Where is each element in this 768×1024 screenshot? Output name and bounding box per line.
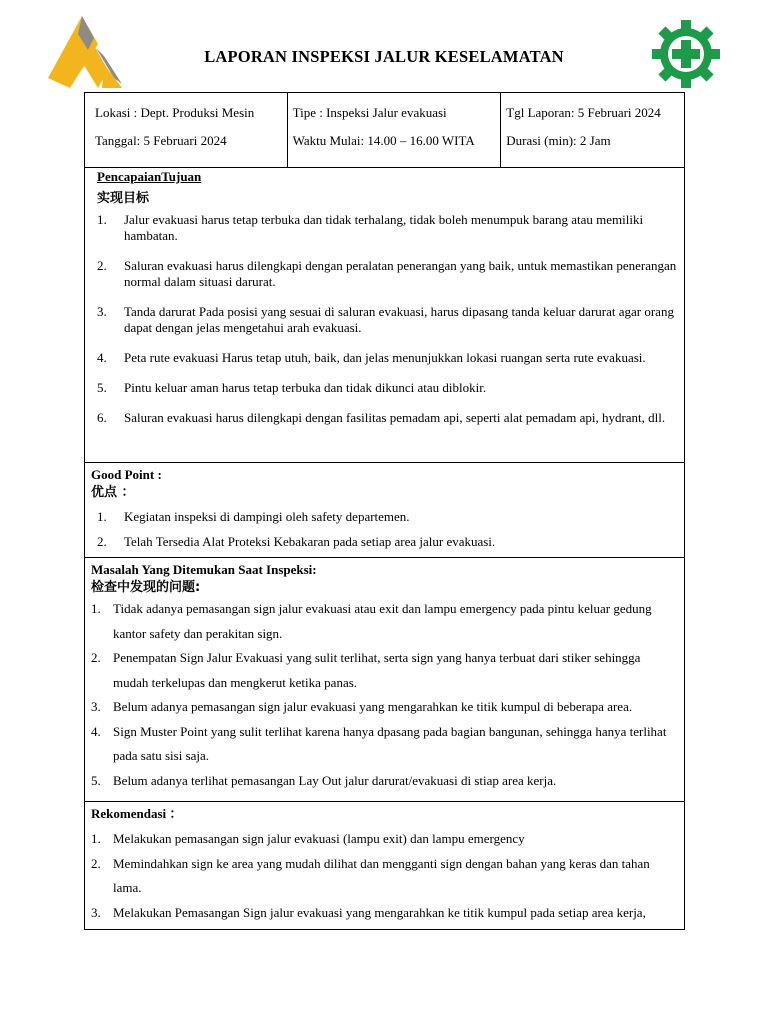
list-number: 1. bbox=[97, 212, 107, 227]
recommendation-row bbox=[85, 802, 685, 930]
list-item bbox=[97, 410, 678, 426]
list-text: Sign Muster Point yang sulit terlihat karena hanya dpasang pada bagian bangunan, sehingga hanya terlihat pada satu sisi saja. bbox=[113, 723, 667, 763]
list-text: Melakukan pemasangan sign jalur evakuasi (lampu exit) dan lampu emergency bbox=[113, 831, 525, 846]
list-text: Melakukan Pemasangan Sign jalur evakuasi yang mengarahkan ke titik kumpul pada setiap area kerja, bbox=[113, 904, 646, 920]
report-info-row bbox=[85, 93, 685, 168]
list-number: 6. bbox=[97, 410, 107, 425]
safety-cross-gear-icon bbox=[650, 20, 722, 88]
list-item bbox=[91, 901, 678, 926]
page-title: LAPORAN INSPEKSI JALUR KESELAMATAN bbox=[204, 47, 564, 66]
list-text: Belum adanya terlihat pemasangan Lay Out jalur darurat/evakuasi di stiap area kerja. bbox=[113, 772, 557, 788]
list-number: 5. bbox=[97, 380, 107, 395]
start-time-text: Waktu Mulai: 14.00 – 16.00 WITA bbox=[292, 133, 475, 148]
location-date-cell bbox=[85, 93, 288, 168]
issues-title: Masalah Yang Ditemukan Saat Inspeksi: bbox=[91, 562, 317, 577]
list-text: Kegiatan inspeksi di dampingi oleh safety departemen. bbox=[124, 509, 410, 524]
goals-row bbox=[85, 168, 685, 463]
list-number: 2. bbox=[91, 650, 101, 665]
list-number: 1. bbox=[97, 509, 107, 524]
list-item bbox=[91, 720, 678, 769]
list-text: Telah Tersedia Alat Proteksi Kebakaran pada setiap area jalur evakuasi. bbox=[124, 534, 496, 549]
list-text: Tanda darurat Pada posisi yang sesuai di saluran evakuasi, harus dipasang tanda keluar darurat agar orang dapat dengan jelas mengetahui arah evakuasi. bbox=[124, 304, 674, 335]
issues-list bbox=[91, 597, 678, 793]
list-item bbox=[91, 533, 678, 550]
list-text: Pintu keluar aman harus tetap terbuka dan tidak dikunci atau diblokir. bbox=[124, 380, 487, 395]
recommendation-section bbox=[85, 802, 685, 930]
list-number: 2. bbox=[91, 855, 101, 871]
recommendation-list bbox=[91, 827, 678, 925]
date-text: Tanggal: 5 Februari 2024 bbox=[95, 133, 227, 148]
list-item bbox=[97, 212, 678, 244]
recommendation-title: Rekomendasi ： bbox=[91, 806, 183, 821]
issues-title-cn: 检查中发现的问题: bbox=[91, 580, 201, 595]
goals-section bbox=[85, 168, 685, 463]
inspection-report-table bbox=[84, 92, 685, 930]
list-number: 2. bbox=[97, 258, 107, 273]
list-number: 5. bbox=[91, 772, 101, 788]
list-item bbox=[97, 380, 678, 396]
list-item bbox=[91, 695, 678, 720]
good-point-list bbox=[91, 508, 678, 550]
list-item bbox=[91, 852, 678, 901]
report-date-text: Tgl Laporan: 5 Februari 2024 bbox=[506, 105, 661, 120]
list-number: 4. bbox=[91, 723, 101, 739]
list-item bbox=[91, 508, 678, 525]
list-text: Peta rute evakuasi Harus tetap utuh, baik, dan jelas menunjukkan lokasi ruangan serta rute evakuasi. bbox=[124, 350, 646, 365]
issues-section bbox=[85, 558, 685, 802]
list-item bbox=[91, 769, 678, 794]
list-number: 3. bbox=[97, 304, 107, 319]
report-date-duration-cell bbox=[501, 93, 685, 168]
list-item bbox=[91, 827, 678, 852]
list-item bbox=[97, 350, 678, 366]
good-point-title-cn: 优点 ： bbox=[91, 485, 135, 500]
type-text: Tipe : Inspeksi Jalur evakuasi bbox=[292, 105, 447, 120]
list-item bbox=[97, 304, 678, 336]
goals-title: PencapaianTujuan bbox=[97, 169, 202, 184]
list-number: 3. bbox=[91, 904, 101, 920]
list-number: 2. bbox=[97, 534, 107, 549]
list-text: Saluran evakuasi harus dilengkapi dengan peralatan penerangan yang baik, untuk memastikan penerangan normal dalam situasi darurat. bbox=[124, 258, 677, 289]
type-time-cell bbox=[287, 93, 501, 168]
duration-text: Durasi (min): 2 Jam bbox=[506, 133, 611, 148]
good-point-section bbox=[85, 463, 685, 558]
list-text: Belum adanya pemasangan sign jalur evakuasi yang mengarahkan ke titik kumpul di beberapa area. bbox=[113, 699, 633, 714]
goals-list bbox=[97, 212, 678, 426]
list-text: Memindahkan sign ke area yang mudah dilihat dan mengganti sign dengan bahan yang keras dan tahan lama. bbox=[113, 855, 650, 895]
good-point-row bbox=[85, 463, 685, 558]
goals-title-cn: 实现目标 bbox=[97, 191, 150, 206]
list-item bbox=[91, 597, 678, 646]
list-item bbox=[91, 646, 678, 695]
list-text: Saluran evakuasi harus dilengkapi dengan fasilitas pemadam api, seperti alat pemadam api, hydrant, dll. bbox=[124, 410, 666, 425]
list-number: 3. bbox=[91, 699, 101, 714]
list-text: Tidak adanya pemasangan sign jalur evakuasi atau exit dan lampu emergency pada pintu keluar gedung kantor safety dan perakitan sign. bbox=[113, 601, 652, 641]
list-item bbox=[97, 258, 678, 290]
list-number: 1. bbox=[91, 831, 101, 846]
list-text: Penempatan Sign Jalur Evakuasi yang sulit terlihat, serta sign yang hanya terbuat dari stiker sehingga mudah terkelupas dan mengkerut ketika panas. bbox=[113, 650, 641, 690]
list-number: 4. bbox=[97, 350, 107, 365]
location-text: Lokasi : Dept. Produksi Mesin bbox=[95, 105, 255, 120]
issues-row bbox=[85, 558, 685, 802]
list-number: 1. bbox=[91, 601, 101, 616]
list-text: Jalur evakuasi harus tetap terbuka dan tidak terhalang, tidak boleh menumpuk barang atau memiliki hambatan. bbox=[124, 212, 644, 243]
good-point-title: Good Point : bbox=[91, 467, 162, 482]
